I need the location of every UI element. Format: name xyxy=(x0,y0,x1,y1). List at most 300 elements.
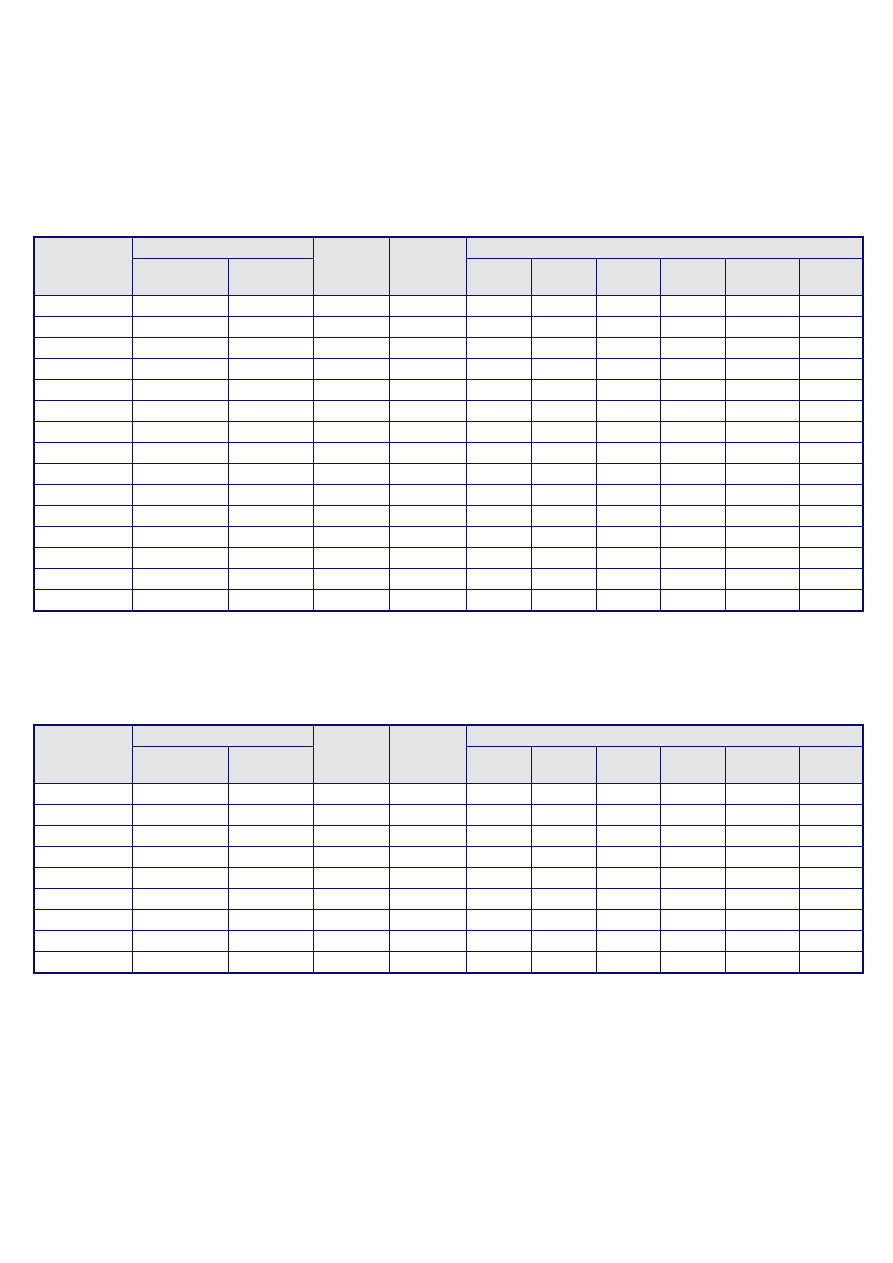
table-cell xyxy=(799,380,863,401)
table-row xyxy=(34,784,863,805)
table-cell xyxy=(660,931,725,952)
table-row xyxy=(34,548,863,569)
table-header xyxy=(34,725,863,784)
table-cell xyxy=(596,506,660,527)
table-cell xyxy=(596,952,660,974)
header-group-cell xyxy=(466,237,863,259)
table-cell xyxy=(34,380,132,401)
table-row xyxy=(34,485,863,506)
table-cell xyxy=(799,889,863,910)
table-cell xyxy=(313,401,389,422)
table-cell xyxy=(799,464,863,485)
header-subcell xyxy=(660,259,725,296)
table-cell xyxy=(34,401,132,422)
table-cell xyxy=(660,296,725,317)
table-cell xyxy=(799,506,863,527)
table-cell xyxy=(725,569,799,590)
table-row xyxy=(34,527,863,548)
table-cell xyxy=(228,422,313,443)
table-row xyxy=(34,338,863,359)
table-cell xyxy=(132,847,228,868)
table-cell xyxy=(596,401,660,422)
table-cell xyxy=(725,847,799,868)
table-cell xyxy=(466,805,531,826)
table-cell xyxy=(228,317,313,338)
table-header xyxy=(34,237,863,296)
table-cell xyxy=(466,401,531,422)
table-cell xyxy=(531,569,596,590)
table-cell xyxy=(466,952,531,974)
table-cell xyxy=(313,784,389,805)
table-cell xyxy=(389,910,466,931)
table-cell xyxy=(531,590,596,612)
table-row xyxy=(34,317,863,338)
table-cell xyxy=(228,401,313,422)
header-cell xyxy=(389,237,466,296)
table-cell xyxy=(228,868,313,889)
table-cell xyxy=(725,910,799,931)
table-cell xyxy=(531,868,596,889)
table-cell xyxy=(228,826,313,847)
table-cell xyxy=(799,485,863,506)
header-subcell xyxy=(132,259,228,296)
table-row xyxy=(34,401,863,422)
table-cell xyxy=(132,527,228,548)
table-cell xyxy=(132,506,228,527)
header-group-cell xyxy=(132,237,313,259)
table-cell xyxy=(34,506,132,527)
table-cell xyxy=(725,422,799,443)
table-cell xyxy=(34,826,132,847)
table-row xyxy=(34,889,863,910)
table-cell xyxy=(228,548,313,569)
table-row xyxy=(34,847,863,868)
table-cell xyxy=(531,422,596,443)
table-cell xyxy=(725,527,799,548)
table-cell xyxy=(132,401,228,422)
table-cell xyxy=(313,590,389,612)
table-cell xyxy=(531,296,596,317)
table-row xyxy=(34,422,863,443)
header-subcell xyxy=(531,747,596,784)
header-cell xyxy=(389,725,466,784)
table-cell xyxy=(228,910,313,931)
table-cell xyxy=(132,569,228,590)
table-cell xyxy=(725,548,799,569)
header-cell xyxy=(313,725,389,784)
table-cell xyxy=(313,485,389,506)
table-cell xyxy=(596,527,660,548)
header-subcell xyxy=(799,747,863,784)
table-cell xyxy=(660,952,725,974)
table-cell xyxy=(799,952,863,974)
table-cell xyxy=(389,317,466,338)
table-cell xyxy=(531,317,596,338)
table-cell xyxy=(228,338,313,359)
table-cell xyxy=(132,338,228,359)
table-cell xyxy=(531,401,596,422)
table-cell xyxy=(799,931,863,952)
table-cell xyxy=(466,784,531,805)
table-cell xyxy=(725,296,799,317)
table-cell xyxy=(132,422,228,443)
table-cell xyxy=(34,952,132,974)
table-cell xyxy=(389,464,466,485)
table-cell xyxy=(660,338,725,359)
table-cell xyxy=(34,527,132,548)
table-cell xyxy=(132,485,228,506)
table-cell xyxy=(389,931,466,952)
table-cell xyxy=(466,889,531,910)
table-cell xyxy=(389,784,466,805)
table-cell xyxy=(799,784,863,805)
table-cell xyxy=(531,847,596,868)
table-cell xyxy=(531,784,596,805)
table-cell xyxy=(389,889,466,910)
table-cell xyxy=(313,380,389,401)
table-cell xyxy=(725,359,799,380)
table-cell xyxy=(660,506,725,527)
table-cell xyxy=(132,952,228,974)
table-cell xyxy=(228,569,313,590)
table-cell xyxy=(389,422,466,443)
table-cell xyxy=(799,443,863,464)
table-cell xyxy=(799,569,863,590)
table-cell xyxy=(313,910,389,931)
table-cell xyxy=(660,422,725,443)
table-cell xyxy=(313,296,389,317)
header-subcell xyxy=(531,259,596,296)
table-cell xyxy=(228,296,313,317)
table-cell xyxy=(799,548,863,569)
table-cell xyxy=(725,868,799,889)
table-cell xyxy=(132,317,228,338)
table-cell xyxy=(660,805,725,826)
table-cell xyxy=(531,952,596,974)
table-cell xyxy=(132,784,228,805)
table-cell xyxy=(725,506,799,527)
table-cell xyxy=(34,910,132,931)
table-cell xyxy=(228,443,313,464)
table-cell xyxy=(799,317,863,338)
table-cell xyxy=(725,805,799,826)
table-cell xyxy=(313,443,389,464)
table-cell xyxy=(799,847,863,868)
table-cell xyxy=(531,931,596,952)
table-row xyxy=(34,805,863,826)
table-row xyxy=(34,506,863,527)
table-cell xyxy=(596,338,660,359)
table-cell xyxy=(660,401,725,422)
table-cell xyxy=(596,464,660,485)
table-cell xyxy=(725,485,799,506)
table-cell xyxy=(725,443,799,464)
table-cell xyxy=(725,338,799,359)
table-cell xyxy=(34,590,132,612)
table-cell xyxy=(389,590,466,612)
table-cell xyxy=(725,952,799,974)
table-cell xyxy=(132,931,228,952)
table-cell xyxy=(596,296,660,317)
table-cell xyxy=(132,868,228,889)
table-cell xyxy=(799,359,863,380)
table-cell xyxy=(531,359,596,380)
header-cell xyxy=(34,725,132,784)
table-cell xyxy=(389,527,466,548)
table-cell xyxy=(313,868,389,889)
table-body xyxy=(34,296,863,612)
table-cell xyxy=(596,826,660,847)
table-cell xyxy=(466,464,531,485)
table-cell xyxy=(313,548,389,569)
table-cell xyxy=(132,380,228,401)
table-row xyxy=(34,296,863,317)
table-cell xyxy=(660,910,725,931)
table-cell xyxy=(660,317,725,338)
table-cell xyxy=(313,931,389,952)
table-row xyxy=(34,359,863,380)
table-cell xyxy=(531,548,596,569)
table-cell xyxy=(34,931,132,952)
table-cell xyxy=(725,464,799,485)
table-cell xyxy=(531,338,596,359)
table-cell xyxy=(466,910,531,931)
table-cell xyxy=(313,889,389,910)
table-cell xyxy=(596,359,660,380)
header-subcell xyxy=(725,259,799,296)
table-cell xyxy=(531,380,596,401)
header-cell xyxy=(313,237,389,296)
table-cell xyxy=(389,569,466,590)
table-cell xyxy=(132,296,228,317)
table-cell xyxy=(660,847,725,868)
table-cell xyxy=(660,784,725,805)
table-cell xyxy=(132,910,228,931)
table-cell xyxy=(596,485,660,506)
header-subcell xyxy=(596,259,660,296)
table-cell xyxy=(466,527,531,548)
table-cell xyxy=(466,485,531,506)
table-cell xyxy=(389,296,466,317)
header-subcell xyxy=(228,747,313,784)
table-cell xyxy=(389,805,466,826)
table-cell xyxy=(228,590,313,612)
header-subcell xyxy=(725,747,799,784)
table-cell xyxy=(725,380,799,401)
table-cell xyxy=(313,464,389,485)
header-cell xyxy=(34,237,132,296)
table-cell xyxy=(389,380,466,401)
table-cell xyxy=(389,847,466,868)
table-cell xyxy=(466,847,531,868)
table-cell xyxy=(725,931,799,952)
table-cell xyxy=(34,443,132,464)
table-cell xyxy=(466,317,531,338)
table-cell xyxy=(531,485,596,506)
table-cell xyxy=(228,805,313,826)
table-cell xyxy=(34,422,132,443)
table-cell xyxy=(228,359,313,380)
table-cell xyxy=(228,784,313,805)
data-table-1 xyxy=(33,236,864,612)
table-cell xyxy=(799,910,863,931)
header-subcell xyxy=(466,259,531,296)
header-subcell xyxy=(132,747,228,784)
table-row xyxy=(34,569,863,590)
table-cell xyxy=(531,805,596,826)
table-cell xyxy=(313,952,389,974)
table-cell xyxy=(725,317,799,338)
table-cell xyxy=(799,338,863,359)
table-cell xyxy=(389,485,466,506)
table-cell xyxy=(660,868,725,889)
table-cell xyxy=(228,847,313,868)
table-cell xyxy=(531,910,596,931)
table-cell xyxy=(466,380,531,401)
header-group-cell xyxy=(466,725,863,747)
table-cell xyxy=(132,548,228,569)
table-cell xyxy=(596,443,660,464)
table-cell xyxy=(313,805,389,826)
table-cell xyxy=(228,527,313,548)
table-row xyxy=(34,910,863,931)
table-cell xyxy=(596,847,660,868)
header-subcell xyxy=(799,259,863,296)
table-cell xyxy=(34,338,132,359)
table-cell xyxy=(34,868,132,889)
table-cell xyxy=(466,338,531,359)
table-cell xyxy=(531,826,596,847)
table-cell xyxy=(799,527,863,548)
header-subcell xyxy=(660,747,725,784)
table-cell xyxy=(531,464,596,485)
table-cell xyxy=(466,548,531,569)
table-cell xyxy=(466,296,531,317)
table-cell xyxy=(660,569,725,590)
table-row xyxy=(34,464,863,485)
table-cell xyxy=(725,784,799,805)
table-cell xyxy=(660,527,725,548)
table-cell xyxy=(313,338,389,359)
table-cell xyxy=(596,548,660,569)
table-cell xyxy=(389,506,466,527)
table-cell xyxy=(466,422,531,443)
table-cell xyxy=(596,889,660,910)
table-cell xyxy=(228,952,313,974)
table-cell xyxy=(466,868,531,889)
table-cell xyxy=(389,443,466,464)
table-cell xyxy=(34,548,132,569)
table-cell xyxy=(596,380,660,401)
table-cell xyxy=(228,889,313,910)
table-cell xyxy=(313,527,389,548)
table-cell xyxy=(725,401,799,422)
table-cell xyxy=(389,359,466,380)
table-cell xyxy=(228,506,313,527)
table-cell xyxy=(596,868,660,889)
table-cell xyxy=(660,464,725,485)
table-row xyxy=(34,952,863,974)
table-cell xyxy=(132,889,228,910)
table-cell xyxy=(596,910,660,931)
table-cell xyxy=(34,359,132,380)
table-cell xyxy=(34,317,132,338)
table-cell xyxy=(799,590,863,612)
header-group-cell xyxy=(132,725,313,747)
table-cell xyxy=(596,422,660,443)
table-cell xyxy=(228,464,313,485)
table-cell xyxy=(466,931,531,952)
table-cell xyxy=(466,506,531,527)
table-cell xyxy=(799,826,863,847)
table-cell xyxy=(389,826,466,847)
table-cell xyxy=(596,784,660,805)
table-cell xyxy=(660,548,725,569)
table-cell xyxy=(799,868,863,889)
table-row xyxy=(34,443,863,464)
table-cell xyxy=(531,443,596,464)
table-cell xyxy=(313,826,389,847)
table-cell xyxy=(132,359,228,380)
table-cell xyxy=(466,569,531,590)
table-cell xyxy=(531,527,596,548)
table-body xyxy=(34,784,863,974)
table-cell xyxy=(313,506,389,527)
header-subcell xyxy=(466,747,531,784)
table-row xyxy=(34,868,863,889)
table-cell xyxy=(799,401,863,422)
table-cell xyxy=(313,422,389,443)
table-cell xyxy=(228,931,313,952)
table-cell xyxy=(799,422,863,443)
table-cell xyxy=(596,590,660,612)
table-cell xyxy=(466,359,531,380)
table-cell xyxy=(34,464,132,485)
table-cell xyxy=(132,590,228,612)
table-cell xyxy=(660,485,725,506)
table-cell xyxy=(228,380,313,401)
data-table-2 xyxy=(33,724,864,974)
table-cell xyxy=(660,826,725,847)
table-cell xyxy=(799,296,863,317)
table-cell xyxy=(596,805,660,826)
table-cell xyxy=(466,590,531,612)
table-cell xyxy=(34,296,132,317)
table-cell xyxy=(313,569,389,590)
table-cell xyxy=(660,443,725,464)
table-cell xyxy=(132,443,228,464)
table-cell xyxy=(596,569,660,590)
table-cell xyxy=(725,826,799,847)
table-cell xyxy=(596,317,660,338)
table-cell xyxy=(660,889,725,910)
table-cell xyxy=(725,590,799,612)
table-cell xyxy=(313,847,389,868)
table-row xyxy=(34,380,863,401)
table-cell xyxy=(466,826,531,847)
table-cell xyxy=(531,506,596,527)
table-cell xyxy=(660,359,725,380)
table-cell xyxy=(34,847,132,868)
table-cell xyxy=(313,359,389,380)
table-cell xyxy=(132,464,228,485)
table-cell xyxy=(34,485,132,506)
header-subcell xyxy=(228,259,313,296)
table-cell xyxy=(596,931,660,952)
table-row xyxy=(34,826,863,847)
table-cell xyxy=(389,868,466,889)
table-cell xyxy=(34,784,132,805)
